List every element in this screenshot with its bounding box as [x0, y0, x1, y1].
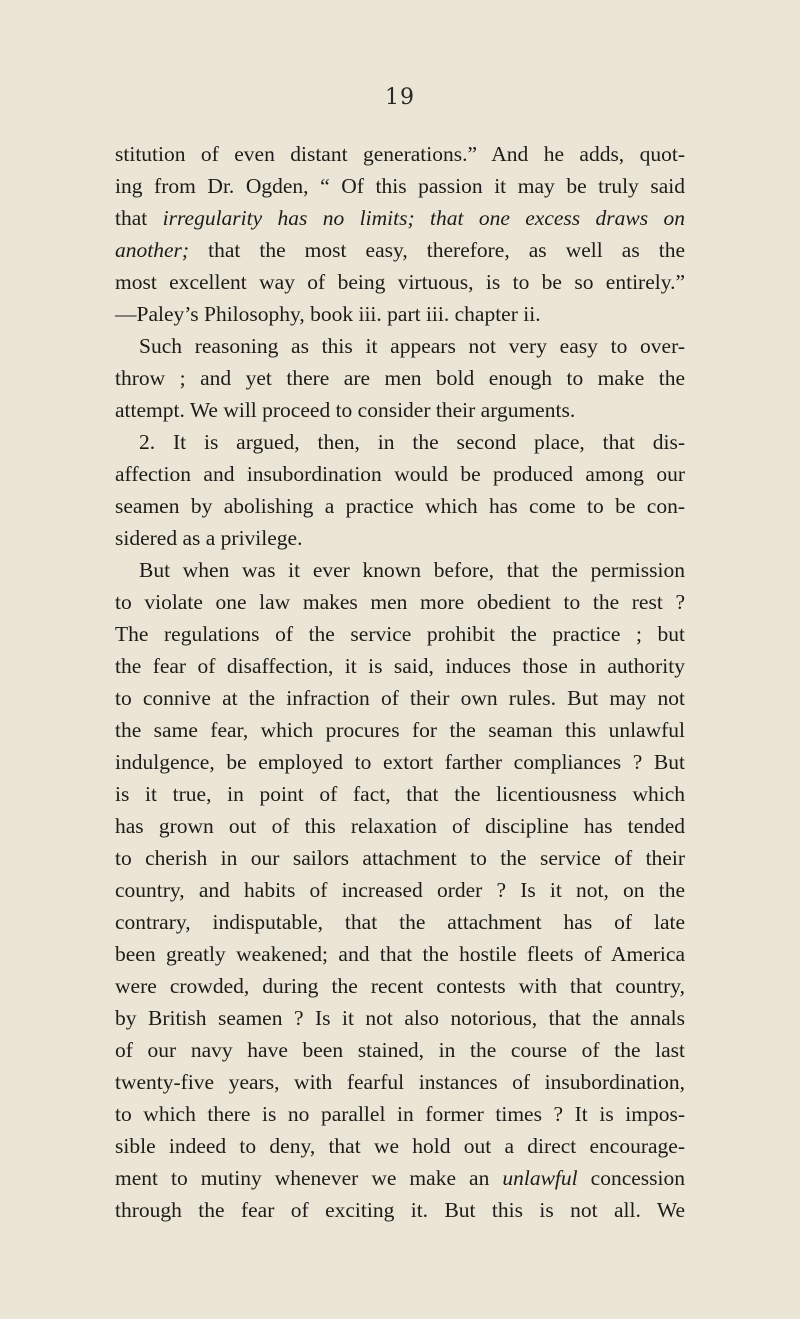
text-line: ing from Dr. Ogden, “ Of this passion it may be truly said	[115, 174, 685, 198]
text-segment: concession	[577, 1166, 685, 1190]
text-line	[115, 202, 685, 234]
text-line: to which there is no parallel in former times ? It is impos-	[115, 1102, 685, 1126]
text-line: twenty-five years, with fearful instances of insubordination,	[115, 1070, 685, 1094]
text-line: by British seamen ? Is it not also notorious, that the annals	[115, 1006, 685, 1030]
text-segment: ment to mutiny whenever we make an	[115, 1166, 503, 1190]
page-number: 19	[385, 85, 415, 110]
text-line: through the fear of exciting it. But this is not all. We	[115, 1198, 685, 1222]
text-line: attempt. We will proceed to consider their arguments.	[115, 398, 576, 422]
text-line: sible indeed to deny, that we hold out a direct encourage-	[115, 1134, 685, 1158]
text-segment: that the most easy, therefore, as well as the	[189, 238, 685, 262]
text-line: The regulations of the service prohibit the practice ; but	[115, 622, 685, 646]
text-line: were crowded, during the recent contests with that country,	[115, 974, 685, 998]
italic-text: irregularity has no limits; that one excess draws on	[162, 206, 685, 230]
text-line: throw ; and yet there are men bold enough to make the	[115, 366, 685, 390]
italic-text: unlawful	[502, 1166, 578, 1190]
text-line: 2. It is argued, then, in the second place, that dis-	[139, 430, 685, 454]
text-line: been greatly weakened; and that the hostile fleets of America	[115, 942, 685, 966]
text-line: to violate one law makes men more obedient to the rest ?	[115, 590, 685, 614]
text-line: But when was it ever known before, that the permission	[139, 558, 685, 582]
text-line: contrary, indisputable, that the attachment has of late	[115, 910, 685, 934]
text-line: —Paley’s Philosophy, book iii. part iii. chapter ii.	[115, 302, 541, 326]
text-line: most excellent way of being virtuous, is to be so entirely.”	[115, 270, 685, 294]
text-line: sidered as a privilege.	[115, 526, 303, 550]
text-line: the fear of disaffection, it is said, induces those in authority	[115, 654, 685, 678]
text-line: the same fear, which procures for the seaman this unlawful	[115, 718, 685, 742]
text-line: is it true, in point of fact, that the licentiousness which	[115, 782, 685, 806]
body-text	[115, 138, 685, 1226]
text-line: to cherish in our sailors attachment to the service of their	[115, 846, 685, 870]
text-line: indulgence, be employed to extort farther compliances ? But	[115, 750, 685, 774]
text-line	[115, 234, 685, 266]
text-line: seamen by abolishing a practice which has come to be con-	[115, 494, 685, 518]
text-segment: that	[115, 206, 163, 230]
italic-text: another;	[115, 238, 190, 262]
text-line: country, and habits of increased order ? Is it not, on the	[115, 878, 685, 902]
text-line: affection and insubordination would be produced among our	[115, 462, 685, 486]
text-line: of our navy have been stained, in the course of the last	[115, 1038, 685, 1062]
text-line: Such reasoning as this it appears not very easy to over-	[139, 334, 685, 358]
text-line	[115, 1162, 685, 1194]
text-line: to connive at the infraction of their own rules. But may not	[115, 686, 685, 710]
text-line: stitution of even distant generations.” And he adds, quot-	[115, 142, 685, 166]
text-line: has grown out of this relaxation of discipline has tended	[115, 814, 685, 838]
